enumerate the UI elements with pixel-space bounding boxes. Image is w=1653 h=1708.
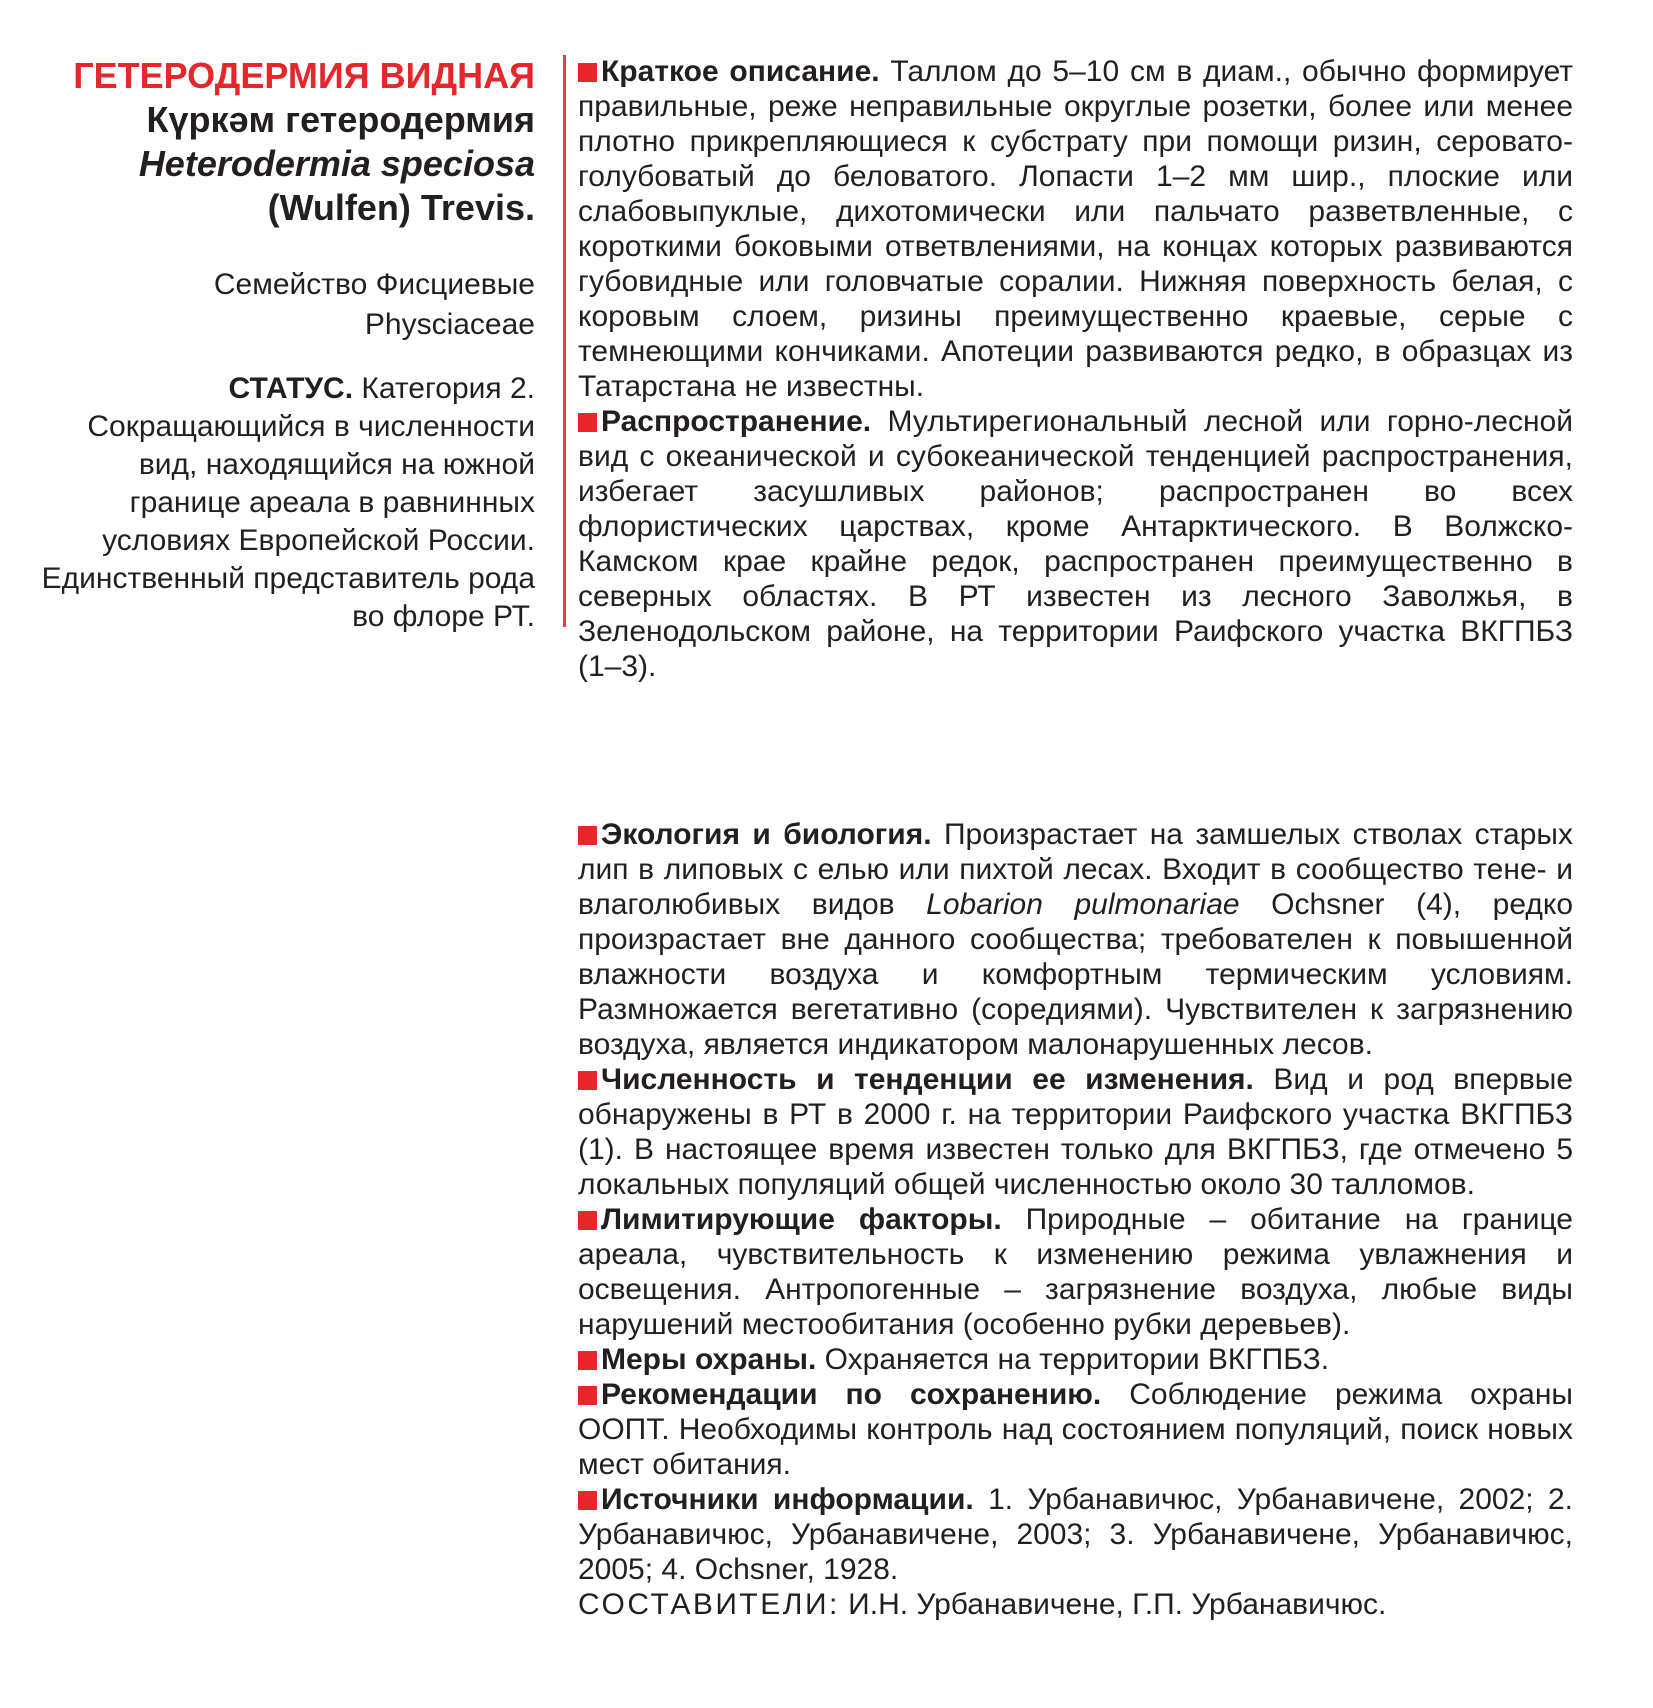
- compilers-label: СОСТАВИТЕЛИ:: [578, 1588, 840, 1621]
- right-column-lower: [578, 817, 1573, 1622]
- section-protection: [578, 1342, 1573, 1377]
- section-recommendations: [578, 1377, 1573, 1482]
- section-population-title: Численность и тенденции ее изменения.: [601, 1063, 1254, 1096]
- section-ecology-latin-community: Lobarion pulmonariae: [926, 888, 1240, 921]
- right-column-upper: [578, 54, 1573, 684]
- section-distribution-title: Распространение.: [601, 405, 872, 438]
- section-protection-text: Охраняется на территории ВКГПБЗ.: [816, 1343, 1330, 1376]
- section-bullet-icon: [578, 413, 597, 432]
- section-ecology: [578, 817, 1573, 1062]
- section-limiting-factors-title: Лимитирующие факторы.: [601, 1203, 1002, 1236]
- title-block: [40, 54, 535, 230]
- section-sources-title: Источники информации.: [601, 1483, 974, 1516]
- section-recommendations-title: Рекомендации по сохранению.: [601, 1378, 1102, 1411]
- section-population: [578, 1062, 1573, 1202]
- family-block: [40, 265, 535, 345]
- section-ecology-text-2: Ochsner (4), редко произрастает вне данного сообщества; требователен к повышенной влажности воздуха и комфортным термическим условиям. Размножается вегетативно (соредиями). Чувствителен к загрязнению воздуха, является индикатором малонарушенных лесов.: [578, 888, 1574, 1061]
- family-name-latin: Physciaceae: [364, 308, 535, 341]
- section-limiting-factors-text: Природные – обитание на границе ареала, чувствительность к изменению режима увлажнения и освещения. Антропогенные – загрязнение воздуха, любые виды нарушений местообитания (особенно рубки деревьев).: [578, 1203, 1573, 1341]
- species-title-tatar: Күркәм гетеродермия: [146, 99, 535, 140]
- section-population-text: Вид и род впервые обнаружены в РТ в 2000 г. на территории Раифского участка ВКГПБЗ (1). В настоящее время известен только для ВКГПБЗ, где отмечено 5 локальных популяций общей численностью около 30 талломов.: [578, 1063, 1574, 1201]
- species-title-ru: ГЕТЕРОДЕРМИЯ ВИДНАЯ: [73, 55, 535, 96]
- section-bullet-icon: [578, 826, 597, 845]
- section-recommendations-text: Соблюдение режима охраны ООПТ. Необходимы контроль над состоянием популяций, поиск новых мест обитания.: [578, 1378, 1573, 1481]
- section-bullet-icon: [578, 1386, 597, 1405]
- section-bullet-icon: [578, 1071, 597, 1090]
- section-compilers: [578, 1587, 1573, 1622]
- status-label: СТАТУС.: [228, 372, 354, 405]
- section-description-title: Краткое описание.: [601, 55, 880, 88]
- section-sources-text: 1. Урбанавичюс, Урбанавичене, 2002; 2. Урбанавичюс, Урбанавичене, 2003; 3. Урбанавичене, Урбанавичюс, 2005; 4. Ochsner, 1928.: [578, 1483, 1573, 1586]
- compilers-text: И.Н. Урбанавичене, Г.П. Урбанавичюс.: [839, 1588, 1387, 1621]
- column-divider-rule: [563, 55, 566, 627]
- species-author: (Wulfen) Trevis.: [267, 187, 535, 228]
- section-description-text: Таллом до 5–10 см в диам., обычно формирует правильные, реже неправильные округлые розетки, более или менее плотно прикрепляющиеся к субстрату при помощи ризин, серовато-голубоватый до беловатого. Лопасти 1–2 мм шир., плоские или слабовыпуклые, дихотомически или пальчато разветвленные, с короткими боковыми ответвлениями, на концах которых развиваются губовидные или головчатые соралии. Нижняя поверхность белая, с коровым слоем, ризины преимущественно краевые, серые с темнеющими кончиками. Апотеции развиваются редко, в образцах из Татарстана не известны.: [578, 55, 1573, 403]
- section-bullet-icon: [578, 1211, 597, 1230]
- section-bullet-icon: [578, 1491, 597, 1510]
- section-bullet-icon: [578, 63, 597, 82]
- section-distribution-text: Мультирегиональный лесной или горно-лесной вид с океанической и субокеанической тенденцией распространения, избегает засушливых районов; распространен во всех флористических царствах, кроме Антарктического. В Волжско-Камском крае крайне редок, распространен преимущественно в северных областях. В РТ известен из лесного Заволжья, в Зеленодольском районе, на территории Раифского участка ВКГПБЗ (1–3).: [578, 405, 1573, 683]
- family-name-ru: Семейство Фисциевые: [213, 268, 535, 301]
- section-sources: [578, 1482, 1573, 1587]
- section-ecology-title: Экология и биология.: [601, 818, 932, 851]
- section-ecology-text-1: Произрастает на замшелых стволах старых лип в липовых с елью или пихтой лесах. Входит в сообщество тене- и влаголюбивых видов: [578, 818, 1573, 921]
- status-text: Категория 2. Сокращающийся в численности вид, находящийся на южной границе ареала в равнинных условиях Европейской России. Единственный представитель рода во флоре РТ.: [41, 372, 535, 633]
- section-distribution: [578, 404, 1573, 684]
- species-latin-name: Heterodermia speciosa: [138, 143, 535, 184]
- section-limiting-factors: [578, 1202, 1573, 1342]
- left-column: [40, 0, 535, 636]
- section-bullet-icon: [578, 1351, 597, 1370]
- section-protection-title: Меры охраны.: [601, 1343, 817, 1376]
- section-description: [578, 54, 1573, 404]
- status-block: [40, 370, 535, 636]
